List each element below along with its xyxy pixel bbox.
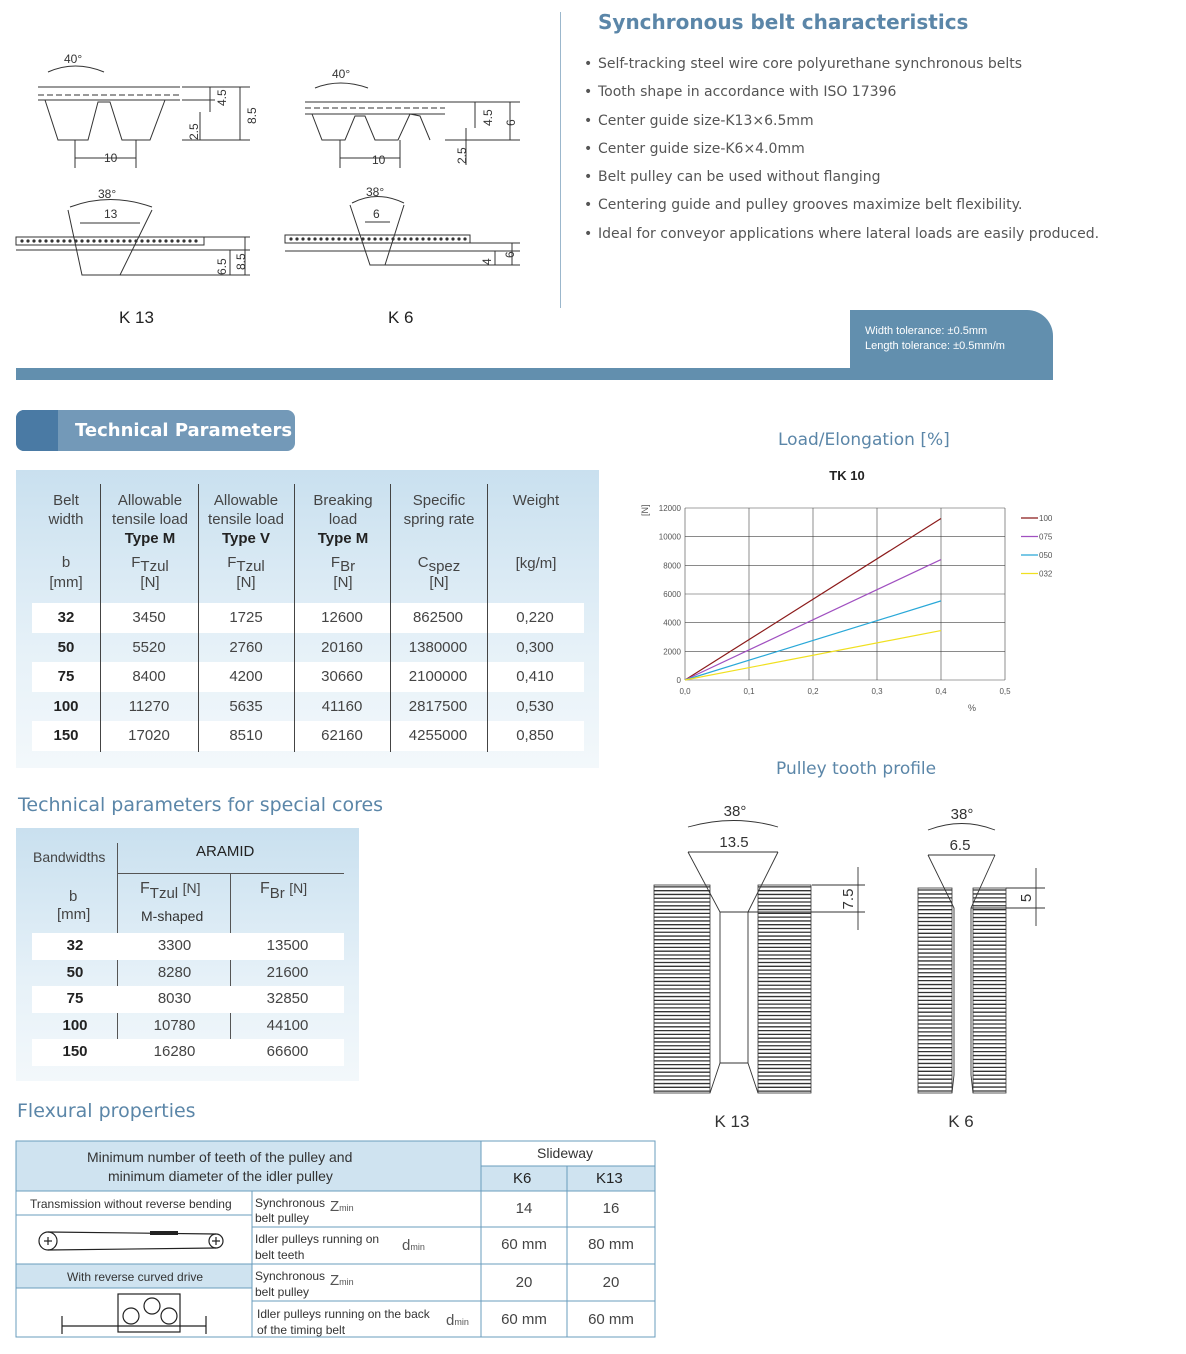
pulley-teeth	[973, 888, 1006, 1093]
aramid-cell: 13500	[266, 937, 309, 954]
flex-z2-sym: Z	[330, 1272, 340, 1289]
header-line: load	[328, 511, 358, 528]
flex-sync2-l1: Synchronous	[255, 1269, 326, 1283]
k6-side-dim-b: 6	[503, 251, 517, 258]
k13-side-width: 13	[104, 207, 118, 221]
aramid-cell: 3300	[157, 937, 192, 954]
aramid-cell: 8280	[157, 963, 192, 981]
pulley-k6-width: 6.5	[949, 837, 971, 854]
aramid-cell: 100	[62, 1016, 88, 1034]
load-elongation-chart	[640, 460, 1060, 720]
flex-sync1-l2: belt pulley	[255, 1211, 310, 1225]
tech-params-cell: 17020	[128, 727, 170, 745]
flex-idler2-l2: of the timing belt	[257, 1323, 346, 1337]
tech-params-cell: 150	[53, 727, 79, 745]
chart-x-tick: 0,0	[679, 687, 691, 696]
aramid-row	[32, 1013, 344, 1040]
header-line: Belt	[53, 492, 79, 509]
tech-params-row	[32, 633, 584, 663]
tech-params-divider	[390, 484, 391, 752]
header-line: tensile load	[208, 511, 284, 528]
header-symbol	[198, 553, 294, 573]
characteristic-item: • Center guide size-K6×4.0mm	[584, 140, 1099, 168]
tech-params-cell: 2760	[229, 638, 263, 656]
flex-sync2-l2: belt pulley	[255, 1285, 310, 1299]
aramid-col1-sym: F	[140, 880, 150, 897]
pulley-teeth	[758, 885, 811, 1093]
flex-z1-sym: Z	[330, 1198, 340, 1215]
flex-z2	[330, 1272, 354, 1289]
header-line: Specific	[412, 492, 466, 509]
tech-params-cell: 5635	[229, 697, 263, 715]
tech-params-cell: 8400	[132, 668, 166, 686]
flex-d1-sym: d	[402, 1237, 411, 1254]
tech-params-cell: 1380000	[408, 638, 468, 656]
k6-belt-label: K 6	[388, 308, 414, 327]
tech-params-row	[32, 662, 584, 692]
flex-d1	[402, 1237, 425, 1254]
characteristics-title: Synchronous belt characteristics	[598, 10, 969, 34]
tolerance-length: Length tolerance: ±0.5mm/m	[865, 340, 1005, 352]
tech-params-header-cell	[31, 491, 101, 592]
aramid-col2-unit: [N]	[289, 880, 308, 896]
characteristic-item: • Self-tracking steel wire core polyurethane synchronous belts	[584, 55, 1099, 83]
aramid-cell: 10780	[153, 1016, 196, 1034]
tech-params-cell: 5520	[132, 638, 166, 656]
pulley-k13-width: 13.5	[719, 834, 749, 851]
flexural-value: 60 mm	[501, 1236, 547, 1253]
pulley-tooth-profile	[640, 790, 1060, 1140]
flexural-value: 20	[515, 1274, 533, 1291]
tech-params-cell: 2100000	[408, 668, 468, 686]
aramid-row	[32, 960, 344, 987]
tech-params-cell: 0,220	[516, 609, 554, 626]
aramid-col2-sym: F	[260, 880, 270, 897]
characteristic-item: • Ideal for conveyor applications where lateral loads are easily produced.	[584, 225, 1099, 253]
aramid-cell: 32850	[266, 990, 309, 1008]
k13-side-angle: 38°	[98, 187, 117, 201]
k13-top-pitch: 10	[104, 151, 118, 165]
tech-params-cell: 862500	[412, 609, 464, 626]
characteristics-list	[584, 55, 1099, 253]
aramid-col1-sub: Tzul	[149, 885, 179, 902]
aramid-cell: 16280	[153, 1043, 196, 1061]
header-symbol	[295, 553, 391, 573]
flex-d2	[446, 1312, 469, 1329]
k13-top-dim-c: 2.5	[187, 123, 201, 140]
flex-idler2-l1: Idler pulleys running on the back	[257, 1307, 430, 1321]
pulley-k13-label: K 13	[714, 1112, 750, 1131]
header-type: Type M	[124, 530, 176, 547]
k6-top-dim-c: 2.5	[455, 147, 469, 164]
tech-params-cell: 8510	[229, 727, 263, 745]
k13-side-dim-b: 8.5	[234, 253, 248, 270]
k13-belt-label: K 13	[119, 308, 154, 327]
load-chart-heading: Load/Elongation [%]	[778, 430, 950, 450]
chart-title: TK 10	[829, 468, 865, 483]
flex-sync1-l1: Synchronous	[255, 1196, 326, 1210]
flex-idler1-l1: Idler pulleys running on	[255, 1232, 380, 1246]
aramid-cell: 44100	[266, 1016, 309, 1034]
header-type	[488, 510, 584, 529]
tech-params-cell: 75	[57, 668, 75, 686]
header-symbol-main: F	[131, 554, 141, 571]
header-symbol-sub: Tzul	[140, 558, 169, 575]
k13-side-dim-a: 6.5	[215, 258, 229, 275]
pulley-teeth	[654, 885, 710, 1093]
flex-header-l1: Minimum number of teeth of the pulley and	[87, 1149, 353, 1165]
flexural-value: 60 mm	[501, 1311, 547, 1328]
header-unit: [N]	[140, 574, 160, 591]
aramid-col1-note: M-shaped	[141, 908, 204, 924]
header-type: Type M	[317, 530, 369, 547]
flexural-value: 80 mm	[588, 1236, 634, 1253]
tech-params-divider	[487, 484, 488, 752]
flex-d2-sym: d	[446, 1312, 455, 1329]
flex-section2: With reverse curved drive	[67, 1270, 204, 1284]
characteristic-item: • Centering guide and pulley grooves maximize belt flexibility.	[584, 196, 1099, 224]
tech-params-cell: 12600	[321, 609, 363, 626]
tech-params-row	[32, 721, 584, 751]
header-line: tensile load	[112, 511, 188, 528]
tech-params-cell: 4255000	[408, 727, 468, 745]
aramid-row	[32, 986, 344, 1013]
aramid-col1-unit: [N]	[182, 880, 201, 896]
pulley-k6-angle: 38°	[950, 806, 974, 823]
pulley-k6-depth: 5	[1018, 893, 1035, 903]
flex-z2-sub: min	[339, 1277, 354, 1287]
characteristic-item: • Center guide size-K13×6.5mm	[584, 112, 1099, 140]
header-bar	[16, 368, 1053, 380]
aramid-row	[32, 933, 344, 960]
pulley-k13-depth: 7.5	[840, 888, 857, 910]
tech-params-cell: 62160	[321, 727, 363, 745]
flex-k6: K6	[513, 1170, 532, 1187]
flex-section1: Transmission without reverse bending	[30, 1197, 232, 1211]
k6-top-dim-a: 4.5	[481, 109, 495, 126]
tech-params-cell: 32	[57, 609, 75, 626]
flexural-value: 60 mm	[588, 1311, 634, 1328]
aramid-col2-sub: Br	[269, 885, 285, 902]
flexural-title: Flexural properties	[17, 1100, 196, 1122]
header-line: Breaking	[313, 492, 373, 509]
tech-params-header-cell	[198, 491, 294, 592]
chart-legend-label: 100	[1039, 514, 1053, 523]
chart-y-tick: 10000	[658, 532, 681, 542]
chart-x-tick: 0,4	[935, 687, 947, 696]
flex-idler1-l2: belt teeth	[255, 1248, 305, 1262]
header-symbol	[31, 553, 101, 573]
flex-k13: K13	[596, 1170, 623, 1187]
chart-y-tick: 6000	[663, 590, 681, 599]
aramid-mm: [mm]	[57, 906, 91, 923]
k6-top-pitch: 10	[372, 153, 386, 167]
flex-d1-sub: min	[410, 1242, 425, 1252]
chart-y-tick: 2000	[663, 647, 681, 657]
k13-top-angle: 40°	[64, 52, 83, 66]
flex-d2-sub: min	[454, 1317, 469, 1327]
chart-x-tick: 0,1	[743, 687, 755, 696]
header-unit: [kg/m]	[515, 555, 557, 572]
tech-params-header-cell	[488, 491, 584, 573]
chart-y-tick: 0	[676, 676, 681, 685]
chart-y-tick: 8000	[663, 561, 681, 571]
chart-legend-label: 050	[1039, 551, 1053, 560]
header-line: Allowable	[117, 492, 183, 509]
tech-params-header-cell	[102, 491, 198, 592]
pulley-k6-label: K 6	[948, 1112, 974, 1131]
chart-y-label: [N]	[640, 504, 650, 516]
chart-legend-label: 075	[1039, 532, 1053, 542]
tech-params-cell: 50	[57, 638, 75, 656]
header-unit: [mm]	[49, 574, 83, 591]
tech-params-cell: 41160	[321, 697, 363, 715]
header-symbol-main: F	[227, 554, 237, 571]
tech-params-cell: 20160	[321, 638, 363, 656]
header-symbol	[391, 553, 487, 573]
header-type	[31, 529, 101, 548]
tech-params-row	[32, 603, 584, 633]
aramid-cell: 50	[66, 963, 84, 981]
chart-x-tick: 0,5	[999, 687, 1011, 696]
tech-params-cell: 100	[53, 697, 79, 715]
chart-x-tick: 0,2	[807, 687, 819, 696]
tech-params-header-cell	[295, 491, 391, 592]
tech-params-cell: 0,530	[516, 697, 554, 715]
header-line: width	[48, 511, 84, 528]
tech-params-cell: 30660	[321, 668, 363, 686]
special-cores-title: Technical parameters for special cores	[18, 794, 384, 816]
header-symbol	[102, 553, 198, 573]
chart-y-tick: 4000	[663, 618, 681, 628]
tech-params-cell: 1725	[229, 609, 263, 626]
tech-params-cell: 4200	[229, 668, 263, 686]
header-symbol-sub: spez	[428, 558, 461, 575]
tech-params-tab-accent	[16, 410, 58, 451]
flexural-value: 16	[602, 1200, 620, 1217]
tech-params-divider	[198, 484, 199, 752]
vertical-divider	[560, 12, 561, 308]
tech-params-cell: 0,850	[516, 727, 554, 745]
k6-side-angle: 38°	[366, 185, 385, 199]
characteristic-item: • Tooth shape in accordance with ISO 17396	[584, 83, 1099, 111]
pulley-heading: Pulley tooth profile	[776, 759, 937, 779]
header-unit: [N]	[333, 574, 353, 591]
tech-params-row	[32, 692, 584, 722]
chart-legend-label: 032	[1039, 569, 1053, 579]
aramid-title: ARAMID	[196, 843, 255, 860]
header-symbol-main: C	[417, 554, 429, 571]
header-symbol-sub: Br	[340, 558, 356, 575]
aramid-divider-h	[117, 873, 344, 874]
tech-params-cell: 0,300	[516, 638, 554, 656]
aramid-row	[32, 1039, 344, 1066]
k6-side-width: 6	[373, 207, 380, 221]
pulley-teeth	[918, 888, 952, 1093]
pulley-k13-angle: 38°	[723, 803, 747, 820]
tech-params-divider	[294, 484, 295, 752]
tech-params-cell: 0,410	[516, 668, 554, 686]
header-unit: [N]	[236, 574, 256, 591]
tech-params-tab-title: Technical Parameters	[75, 420, 293, 441]
tech-params-cell: 11270	[128, 697, 170, 715]
flex-slideway: Slideway	[537, 1145, 594, 1161]
k6-top-angle: 40°	[332, 67, 351, 81]
aramid-bandwidths: Bandwidths	[33, 849, 106, 865]
tech-params-divider	[100, 484, 101, 752]
belt-profile-diagrams	[0, 40, 550, 340]
flex-header-l2: minimum diameter of the idler pulley	[108, 1168, 333, 1184]
aramid-b: b	[69, 888, 78, 905]
header-type: Type V	[221, 530, 271, 547]
aramid-col1-header	[140, 880, 201, 902]
chart-x-label: %	[968, 703, 977, 713]
tech-params-cell: 2817500	[408, 697, 468, 715]
tech-params-header-cell	[391, 491, 487, 592]
header-symbol-main: F	[330, 554, 341, 571]
aramid-cell: 150	[62, 1043, 88, 1061]
flexural-value: 14	[515, 1200, 533, 1217]
header-line: Weight	[512, 492, 560, 509]
flexural-value: 20	[602, 1274, 620, 1291]
flex-z1	[330, 1198, 354, 1215]
aramid-cell: 32	[66, 937, 84, 954]
header-unit: [N]	[429, 574, 449, 591]
k6-top-dim-b: 6	[504, 119, 518, 126]
header-symbol-sub: Tzul	[236, 558, 265, 575]
aramid-cell: 21600	[266, 963, 309, 981]
chart-y-tick: 12000	[658, 504, 681, 513]
aramid-col2-header	[260, 880, 308, 902]
header-symbol-main: b	[61, 554, 71, 571]
tech-params-cell: 3450	[132, 609, 166, 626]
k13-top-dim-b: 8.5	[245, 107, 259, 124]
header-line: spring rate	[403, 511, 475, 528]
chart-x-tick: 0,3	[871, 687, 883, 696]
characteristic-item: • Belt pulley can be used without flanging	[584, 168, 1099, 196]
k6-side-dim-a: 4	[480, 258, 494, 265]
flex-z1-sub: min	[339, 1203, 354, 1213]
k13-top-dim-a: 4.5	[215, 89, 229, 106]
aramid-cell: 8030	[157, 990, 192, 1008]
aramid-cell: 66600	[266, 1043, 309, 1061]
header-line: Allowable	[213, 492, 279, 509]
header-symbol	[488, 534, 584, 554]
aramid-cell: 75	[66, 990, 84, 1008]
tolerance-width: Width tolerance: ±0.5mm	[865, 325, 988, 337]
header-type	[391, 529, 487, 548]
